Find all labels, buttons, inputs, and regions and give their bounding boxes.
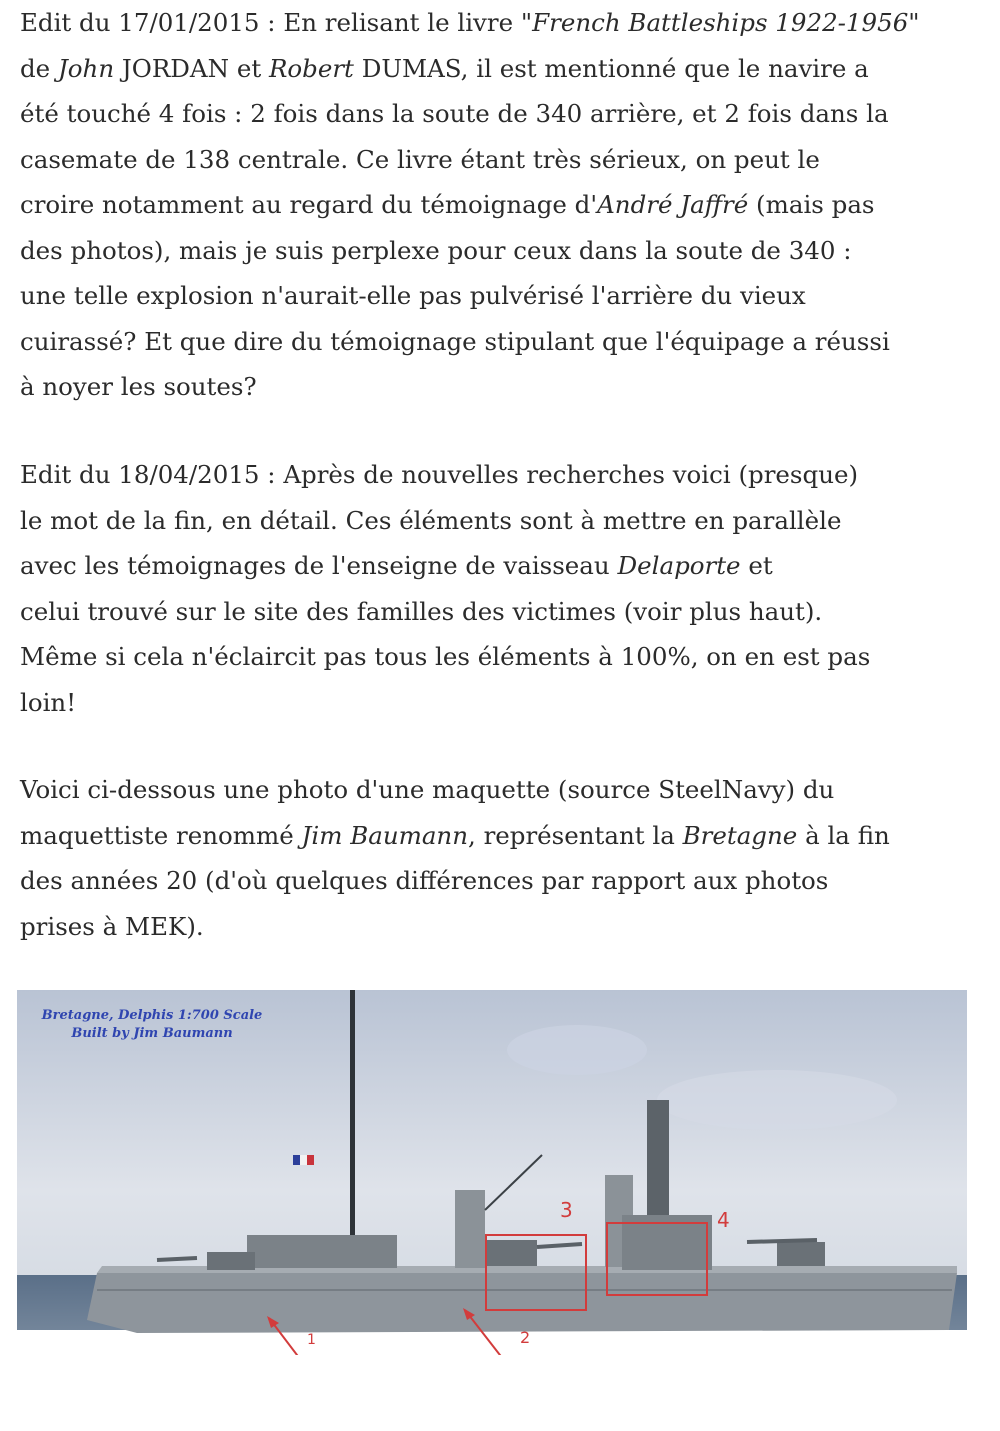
- text-line: [20, 137, 990, 183]
- text-run: à la fin: [797, 820, 890, 850]
- foremast: [350, 990, 355, 1265]
- text-line: [20, 46, 990, 92]
- turret: [487, 1240, 537, 1266]
- text-run: à noyer les soutes?: [20, 372, 257, 401]
- text-run: une telle explosion n'aurait-elle pas pulvérisé l'arrière du vieux: [20, 281, 806, 310]
- text-run: maquettiste renommé: [20, 820, 302, 850]
- battleship-model-illustration: [17, 990, 967, 1355]
- text-line: [20, 813, 990, 859]
- cloud: [657, 1070, 897, 1130]
- text-line: [20, 364, 990, 410]
- turret: [777, 1242, 825, 1266]
- gun-barrel: [157, 1258, 197, 1260]
- text-run: (mais pas: [748, 190, 875, 219]
- emphasis-text: Bretagne: [682, 820, 798, 850]
- text-run: cuirassé? Et que dire du témoignage stipulant que l'équipage a réussi: [20, 326, 890, 356]
- text-run: Voici ci-dessous une photo d'une maquette (source SteelNavy) du: [20, 775, 835, 804]
- text-run: loin!: [20, 687, 77, 717]
- text-run: et: [740, 551, 773, 580]
- callout-label-3: 3: [560, 1198, 573, 1222]
- superstructure-forward: [247, 1235, 397, 1268]
- text-run: DUMAS, il est mentionné que le navire a: [353, 53, 869, 83]
- text-line: [20, 182, 990, 228]
- text-run: été touché 4 fois : 2 fois dans la soute de 340 arrière, et 2 fois dans la: [20, 99, 889, 128]
- model-photo-intro-paragraph: [20, 767, 990, 949]
- text-line: [20, 589, 990, 635]
- text-line: [20, 228, 990, 274]
- photo-caption-title: Bretagne, Delphis 1:700 Scale: [41, 1008, 263, 1023]
- edit-paragraph-2015-01-17: [20, 0, 990, 410]
- text-run: JORDAN et: [114, 53, 269, 83]
- text-line: [20, 904, 990, 950]
- text-line: [20, 319, 990, 365]
- text-run: Edit du 18/04/2015 : Après de nouvelles recherches voici (presque): [20, 460, 859, 489]
- text-run: celui trouvé sur le site des familles des victimes (voir plus haut).: [20, 596, 823, 626]
- text-line: [20, 680, 990, 726]
- cloud: [507, 1025, 647, 1075]
- text-line: [20, 858, 990, 904]
- funnel-forward: [455, 1190, 485, 1268]
- text-run: prises à MEK).: [20, 911, 204, 941]
- callout-label-2: 2: [520, 1328, 531, 1347]
- callout-label-1: 1: [307, 1332, 316, 1348]
- text-line: [20, 634, 990, 680]
- text-run: de: [20, 53, 58, 83]
- text-line: [20, 452, 990, 498]
- text-run: Même si cela n'éclaircit pas tous les éléments à 100%, on en est pas: [20, 642, 871, 671]
- callout-label-4: 4: [717, 1208, 730, 1232]
- text-run: , représentant la: [468, 820, 683, 850]
- text-run: ": [908, 8, 920, 37]
- edit-paragraph-2015-04-18: [20, 452, 990, 725]
- photo-bottom-margin: [17, 1330, 967, 1355]
- text-line: [20, 273, 990, 319]
- battleship-model-photo: [17, 990, 967, 1355]
- text-run: le mot de la fin, en détail. Ces éléments sont à mettre en parallèle: [20, 505, 842, 535]
- flag-white: [300, 1155, 307, 1165]
- flag-red: [307, 1155, 314, 1165]
- flag-blue: [293, 1155, 300, 1165]
- emphasis-text: Jim Baumann: [301, 820, 468, 850]
- text-run: casemate de 138 centrale. Ce livre étant très sérieux, on peut le: [20, 144, 820, 174]
- text-line: [20, 0, 990, 46]
- gun-barrel: [747, 1240, 817, 1242]
- emphasis-text: Delaporte: [617, 551, 741, 580]
- emphasis-text: Robert: [268, 53, 354, 83]
- text-line: [20, 498, 990, 544]
- ship-hull: [87, 1273, 957, 1333]
- text-line: [20, 91, 990, 137]
- text-run: des photos), mais je suis perplexe pour ceux dans la soute de 340 :: [20, 235, 852, 265]
- text-run: croire notamment au regard du témoignage d': [20, 190, 598, 219]
- turret: [207, 1252, 255, 1270]
- text-run: des années 20 (d'où quelques différences par rapport aux photos: [20, 866, 829, 895]
- text-line: [20, 767, 990, 813]
- text-run: Edit du 17/01/2015 : En relisant le livre ": [20, 8, 533, 37]
- emphasis-text: French Battleships 1922-1956: [532, 8, 909, 37]
- emphasis-text: John: [57, 53, 115, 83]
- text-run: avec les témoignages de l'enseigne de vaisseau: [20, 551, 618, 580]
- photo-caption-credit: Built by Jim Baumann: [71, 1026, 233, 1041]
- emphasis-text: André Jaffré: [597, 190, 749, 219]
- text-line: [20, 543, 990, 589]
